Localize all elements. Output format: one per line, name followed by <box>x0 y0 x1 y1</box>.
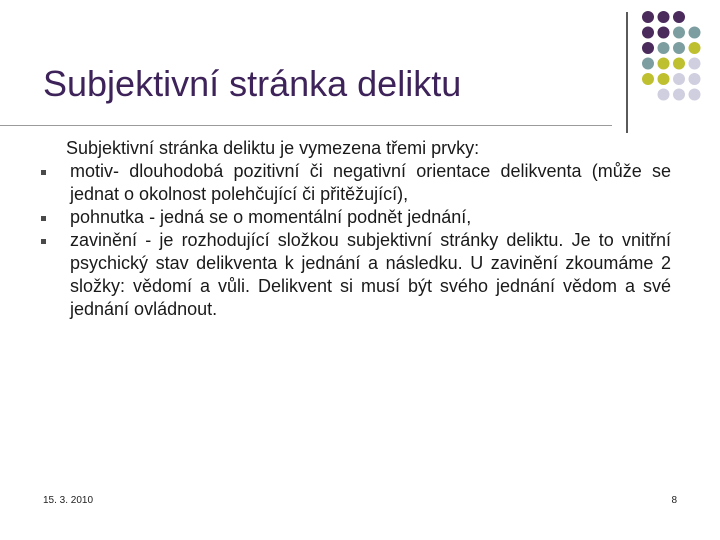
decorative-dot <box>642 58 654 70</box>
slide-body <box>41 137 671 321</box>
bullet-list <box>41 160 671 321</box>
decorative-dot <box>689 89 701 101</box>
decorative-dot <box>673 58 685 70</box>
decorative-dot <box>658 27 670 39</box>
bullet-text: zavinění - je rozhodující složkou subjektivní stránky deliktu. Je to vnitřní psychický stav delikventa k jednání a následku. U zavinění zkoumáme 2 složky: vědomí a vůli. Delikvent si musí být svého jednání vědom a své jednání ovládnout. <box>70 230 671 319</box>
decorative-dot <box>658 58 670 70</box>
footer-date: 15. 3. 2010 <box>43 495 94 506</box>
decorative-dot <box>658 42 670 54</box>
decorative-dot <box>673 89 685 101</box>
intro-text: Subjektivní stránka deliktu je vymezena třemi prvky: <box>66 138 480 158</box>
square-bullet-icon <box>41 170 46 175</box>
decorative-dot <box>658 89 670 101</box>
decorative-dot <box>673 11 685 23</box>
decorative-dot <box>689 27 701 39</box>
decorative-dot <box>689 42 701 54</box>
bullet-text: motiv- dlouhodobá pozitivní či negativní orientace delikventa (může se jednat o okolnost polehčující či přitěžující), <box>70 161 671 204</box>
square-bullet-icon <box>41 239 46 244</box>
title-vertical-rule <box>626 12 628 133</box>
decorative-dot <box>642 42 654 54</box>
square-bullet-icon <box>41 216 46 221</box>
decorative-dot <box>673 42 685 54</box>
decorative-dot <box>642 27 654 39</box>
page-number: 8 <box>671 495 677 506</box>
title-divider <box>0 125 612 126</box>
decorative-dot <box>658 73 670 85</box>
decorative-dot <box>689 58 701 70</box>
decorative-dot <box>673 27 685 39</box>
decorative-dot <box>689 73 701 85</box>
decorative-dot <box>658 11 670 23</box>
bullet-text: pohnutka - jedná se o momentální podnět jednání, <box>70 207 472 227</box>
bullet-item-zavineni <box>41 229 671 321</box>
bullet-item-motiv <box>41 160 671 206</box>
bullet-item-pohnutka <box>41 206 671 229</box>
slide-title: Subjektivní stránka deliktu <box>43 63 462 104</box>
decorative-dot <box>642 73 654 85</box>
decorative-dot <box>642 11 654 23</box>
decorative-dot <box>673 73 685 85</box>
